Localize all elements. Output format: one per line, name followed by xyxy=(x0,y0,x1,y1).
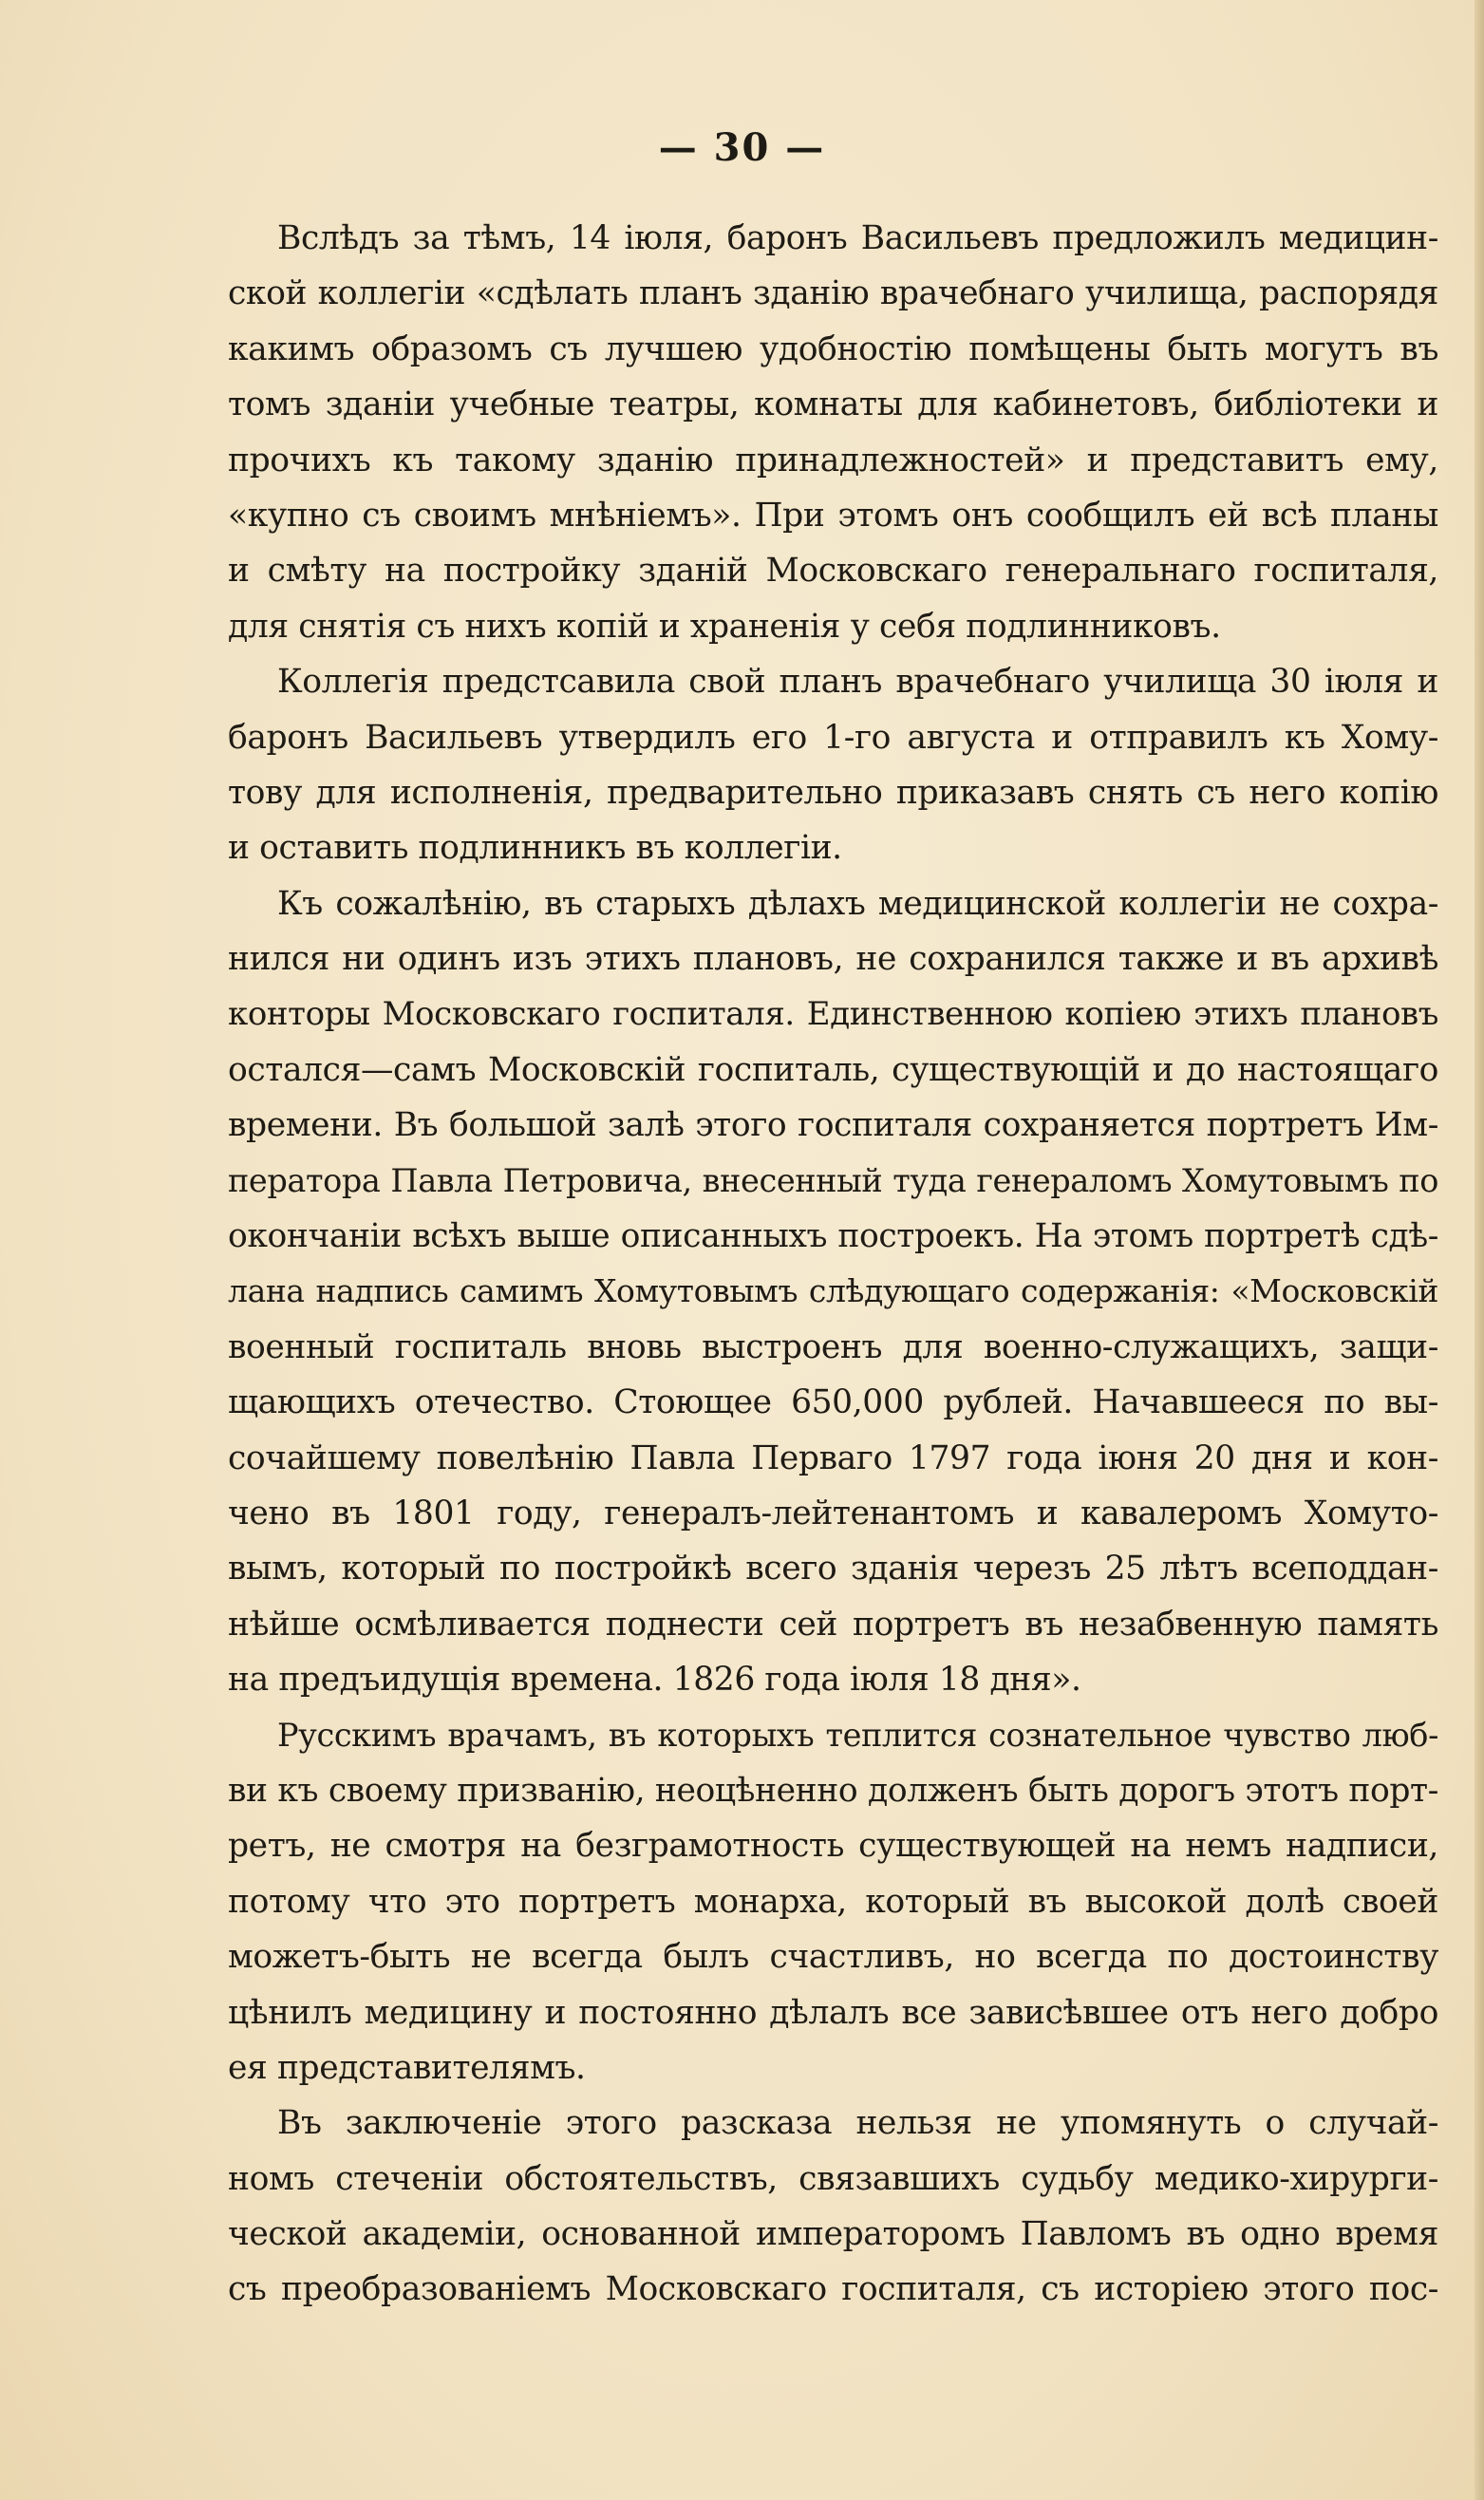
text-line: прочихъ къ такому зданію принадлежностей» и представитъ ему, xyxy=(228,441,1438,479)
text-line: ператора Павла Петровича, внесенный туда генераломъ Хомутовымъ по xyxy=(228,1161,1438,1199)
text-line: баронъ Васильевъ утвердилъ его 1-го августа и отправилъ къ Хому- xyxy=(228,718,1438,757)
text-line: нѣйше осмѣливается поднести сей портретъ въ незабвенную память xyxy=(228,1605,1438,1644)
text-line: ретъ, не смотря на безграмотность существующей на немъ надписи, xyxy=(228,1827,1438,1866)
text-line: какимъ образомъ съ лучшею удобностію помѣщены быть могутъ въ xyxy=(228,329,1438,368)
text-line: чено въ 1801 году, генералъ-лейтенантомъ и кавалеромъ Хомуто- xyxy=(228,1494,1438,1532)
text-line: можетъ-быть не всегда былъ счастливъ, но всегда по достоинству xyxy=(228,1938,1438,1977)
text-line: вымъ, который по постройкѣ всего зданія черезъ 25 лѣтъ всеподдан- xyxy=(228,1550,1438,1588)
text-line: сочайшему повелѣнію Павла Перваго 1797 года іюня 20 дня и кон- xyxy=(228,1438,1438,1477)
text-line: «купно съ своимъ мнѣніемъ». При этомъ онъ сообщилъ ей всѣ планы xyxy=(228,496,1438,535)
page-number: — 30 — xyxy=(658,125,826,170)
text-line: тову для исполненія, предварительно приказавъ снять съ него копію xyxy=(228,773,1438,812)
body-text xyxy=(228,211,1438,2318)
text-line: съ преобразованіемъ Московскаго госпиталя, съ исторіею этого пос- xyxy=(228,2270,1438,2309)
text-line: потому что это портретъ монарха, который въ высокой долѣ своей xyxy=(228,1882,1438,1921)
text-line: военный госпиталь вновь выстроенъ для военно-служащихъ, защи- xyxy=(228,1327,1438,1366)
text-line: Вслѣдъ за тѣмъ, 14 іюля, баронъ Васильевъ предложилъ медицин- xyxy=(277,219,1438,257)
text-line: Русскимъ врачамъ, въ которыхъ теплится сознательное чувство люб- xyxy=(277,1716,1438,1754)
text-line: времени. Въ большой залѣ этого госпиталя сохраняется портретъ Им- xyxy=(228,1106,1438,1145)
text-line: и оставить подлинникъ въ коллегіи. xyxy=(228,829,842,868)
text-line: Коллегія предстсавила свой планъ врачебнаго училища 30 іюля и xyxy=(277,663,1438,702)
text-line: щающихъ отечество. Стоющее 650,000 рублей. Начавшееся по вы- xyxy=(228,1383,1438,1422)
text-line: конторы Московскаго госпиталя. Единственною копіею этихъ плановъ xyxy=(228,995,1438,1034)
text-line: цѣнилъ медицину и постоянно дѣлалъ все зависѣвшее отъ него добро xyxy=(228,1993,1438,2032)
text-line: томъ зданіи учебные театры, комнаты для кабинетовъ, библіотеки и xyxy=(228,385,1438,424)
text-line: остался—самъ Московскій госпиталь, существующій и до настоящаго xyxy=(228,1050,1438,1089)
text-line: ви къ своему призванію, неоцѣненно долженъ быть дорогъ этотъ порт- xyxy=(228,1771,1438,1810)
text-line: Въ заключеніе этого разсказа нельзя не упомянуть о случай- xyxy=(277,2104,1438,2143)
text-line: для снятія съ нихъ копій и храненія у себя подлинниковъ. xyxy=(228,607,1221,646)
page-edge xyxy=(1475,0,1484,2500)
text-line: и смѣту на постройку зданій Московскаго генеральнаго госпиталя, xyxy=(228,552,1438,591)
text-line: окончаніи всѣхъ выше описанныхъ построекъ. На этомъ портретѣ сдѣ- xyxy=(228,1217,1438,1256)
text-line: лана надпись самимъ Хомутовымъ слѣдующаго содержанія: «Московскій xyxy=(228,1272,1438,1310)
text-line: ческой академіи, основанной императоромъ Павломъ въ одно время xyxy=(228,2215,1438,2254)
text-line: ея представителямъ. xyxy=(228,2048,586,2087)
text-line: нился ни одинъ изъ этихъ плановъ, не сохранился также и въ архивѣ xyxy=(228,940,1438,979)
text-line: Къ сожалѣнію, въ старыхъ дѣлахъ медицинской коллегіи не сохра- xyxy=(277,884,1438,923)
text-line: номъ стеченіи обстоятельствъ, связавшихъ судьбу медико-хирурги- xyxy=(228,2159,1438,2198)
text-line: ской коллегіи «сдѣлать планъ зданію врачебнаго училища, распорядя xyxy=(228,274,1438,313)
text-line: на предъидущія времена. 1826 года іюля 18 дня». xyxy=(228,1661,1081,1700)
